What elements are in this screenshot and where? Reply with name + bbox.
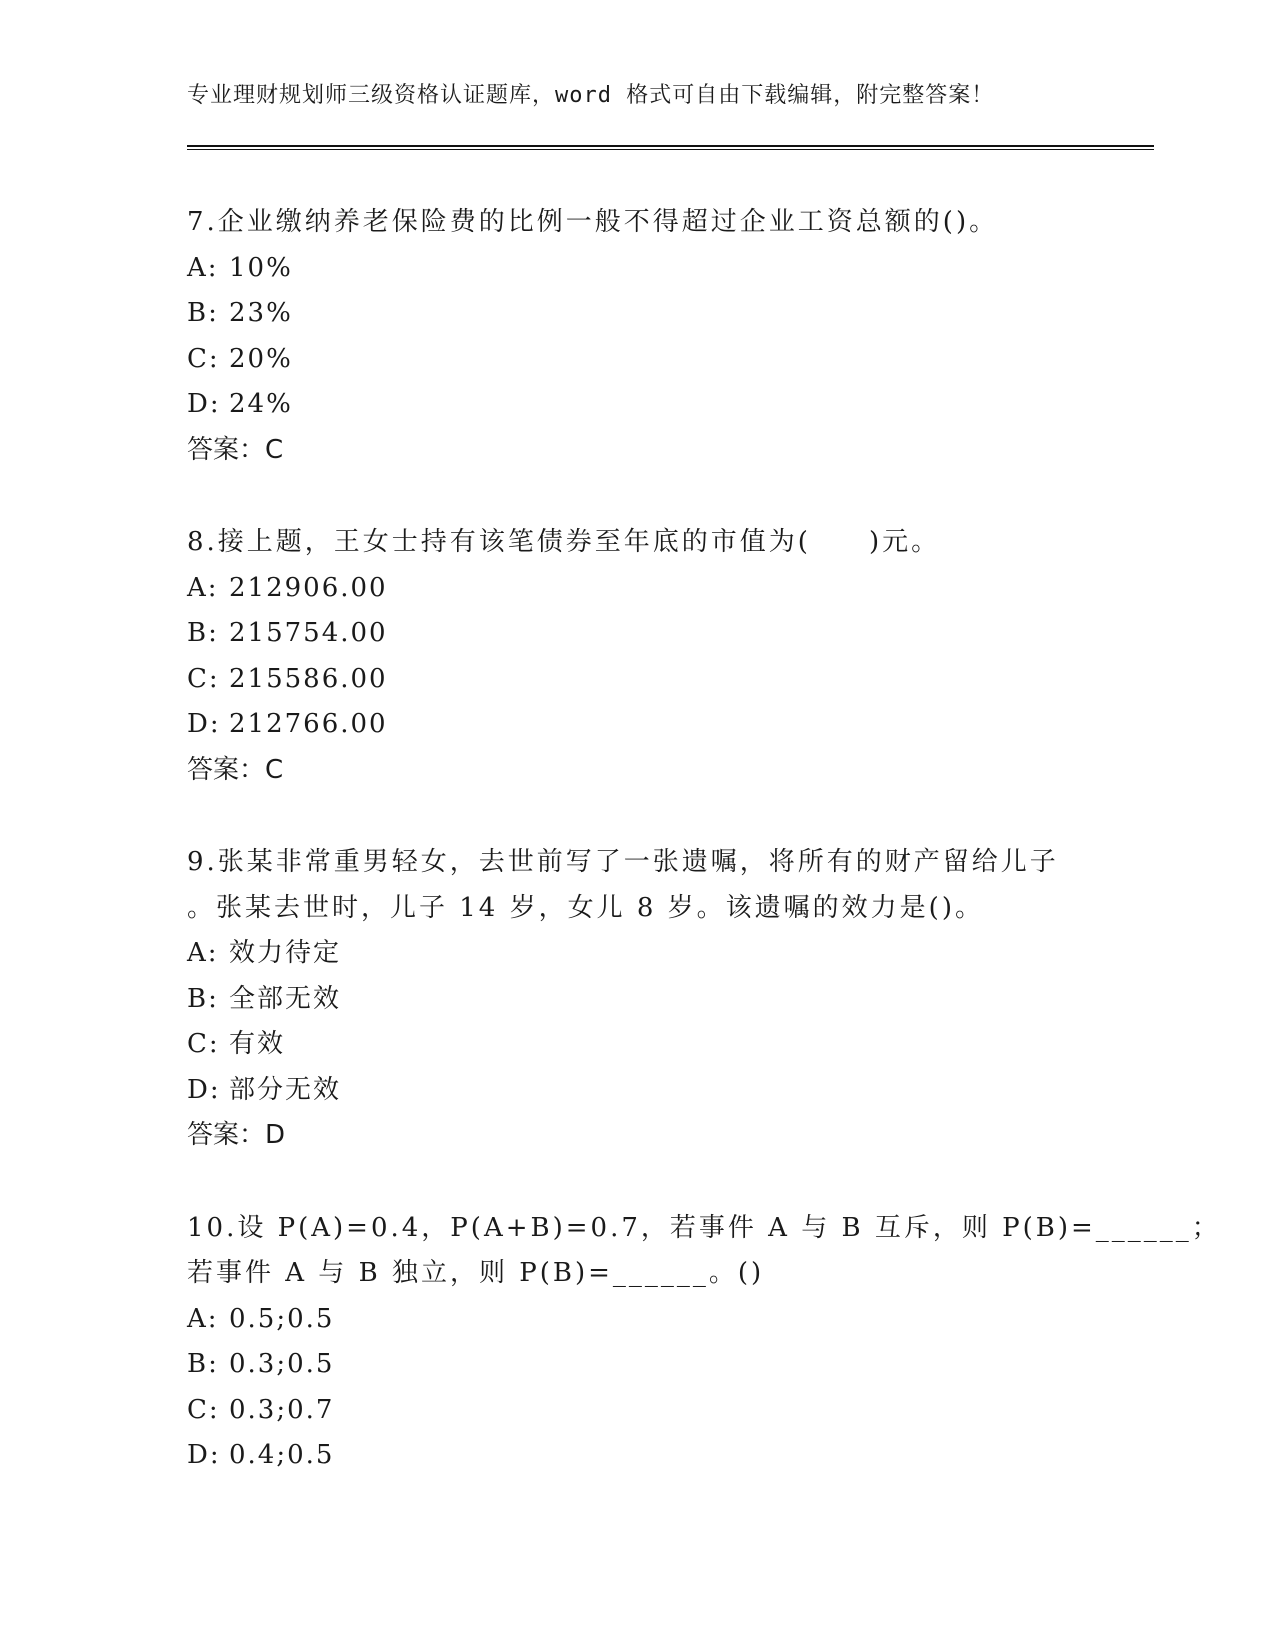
- answer-line: 答案：C: [187, 434, 284, 465]
- option-key: B:: [187, 1349, 219, 1379]
- option-key: A:: [187, 252, 219, 283]
- option-d: [187, 382, 1087, 428]
- question-list: [187, 200, 1221, 1526]
- question-stem-continued: 若事件 A 与 B 独立，则 P(B)=______。(): [187, 1258, 765, 1288]
- option-text: 效力待定: [229, 938, 342, 968]
- option-key: C:: [187, 343, 220, 374]
- question-stem: 10.设 P(A)=0.4，P(A+B)=0.7，若事件 A 与 B 互斥，则 P(B)=______；: [187, 1212, 1221, 1243]
- option-text: 全部无效: [229, 983, 342, 1014]
- option-c: [187, 1022, 1087, 1068]
- option-b: [187, 611, 1087, 657]
- question-9: [187, 840, 1087, 1159]
- option-c: [187, 657, 1087, 703]
- option-b: [187, 1342, 1087, 1388]
- option-text: 23%: [229, 298, 293, 328]
- option-text: 20%: [229, 343, 293, 374]
- header-title: 专业理财规划师三级资格认证题库，word 格式可自由下载编辑，附完整答案！: [187, 83, 995, 108]
- question-stem-continued: 。张某去世时，儿子 14 岁，女儿 8 岁。该遗嘱的效力是()。: [187, 892, 984, 923]
- option-text: 0.5;0.5: [229, 1303, 335, 1334]
- option-a: [187, 1297, 1087, 1343]
- answer-line: 答案：C: [187, 754, 284, 785]
- option-text: 215586.00: [229, 663, 388, 694]
- option-a: [187, 566, 1087, 612]
- option-b: [187, 291, 1087, 337]
- option-c: [187, 337, 1087, 383]
- option-text: 24%: [229, 389, 293, 419]
- option-key: C:: [187, 1029, 220, 1059]
- option-a: [187, 931, 1087, 977]
- option-key: D:: [187, 1440, 221, 1470]
- option-key: D:: [187, 1074, 221, 1105]
- question-10: [187, 1206, 1221, 1479]
- option-key: A:: [187, 1303, 219, 1334]
- question-8: [187, 520, 1087, 793]
- option-text: 0.3;0.5: [229, 1349, 335, 1379]
- option-key: C:: [187, 663, 220, 694]
- option-text: 部分无效: [229, 1074, 342, 1105]
- option-key: B:: [187, 618, 219, 648]
- question-stem: 9.张某非常重男轻女，去世前写了一张遗嘱，将所有的财产留给儿子: [187, 847, 1059, 877]
- option-key: D:: [187, 709, 221, 739]
- option-b: [187, 977, 1087, 1023]
- option-key: B:: [187, 298, 219, 328]
- option-c: [187, 1388, 1087, 1434]
- option-key: B:: [187, 983, 219, 1014]
- option-d: [187, 1068, 1087, 1114]
- option-key: A:: [187, 572, 219, 603]
- option-d: [187, 702, 1087, 748]
- option-key: A:: [187, 938, 219, 968]
- question-7: [187, 200, 1087, 473]
- header-divider: [187, 145, 1154, 150]
- option-text: 0.3;0.7: [229, 1394, 335, 1425]
- option-d: [187, 1433, 1087, 1479]
- question-stem: 8.接上题，王女士持有该笔债券至年底的市值为( )元。: [187, 527, 941, 557]
- option-text: 212766.00: [229, 709, 388, 739]
- option-key: C:: [187, 1394, 220, 1425]
- option-text: 212906.00: [229, 572, 388, 603]
- answer-line: 答案：D: [187, 1120, 286, 1150]
- option-text: 215754.00: [229, 618, 388, 648]
- option-key: D:: [187, 389, 221, 419]
- option-text: 10%: [229, 252, 293, 283]
- option-a: [187, 246, 1087, 292]
- question-stem: 7.企业缴纳养老保险费的比例一般不得超过企业工资总额的()。: [187, 207, 999, 237]
- option-text: 0.4;0.5: [229, 1440, 335, 1470]
- option-text: 有效: [229, 1029, 286, 1059]
